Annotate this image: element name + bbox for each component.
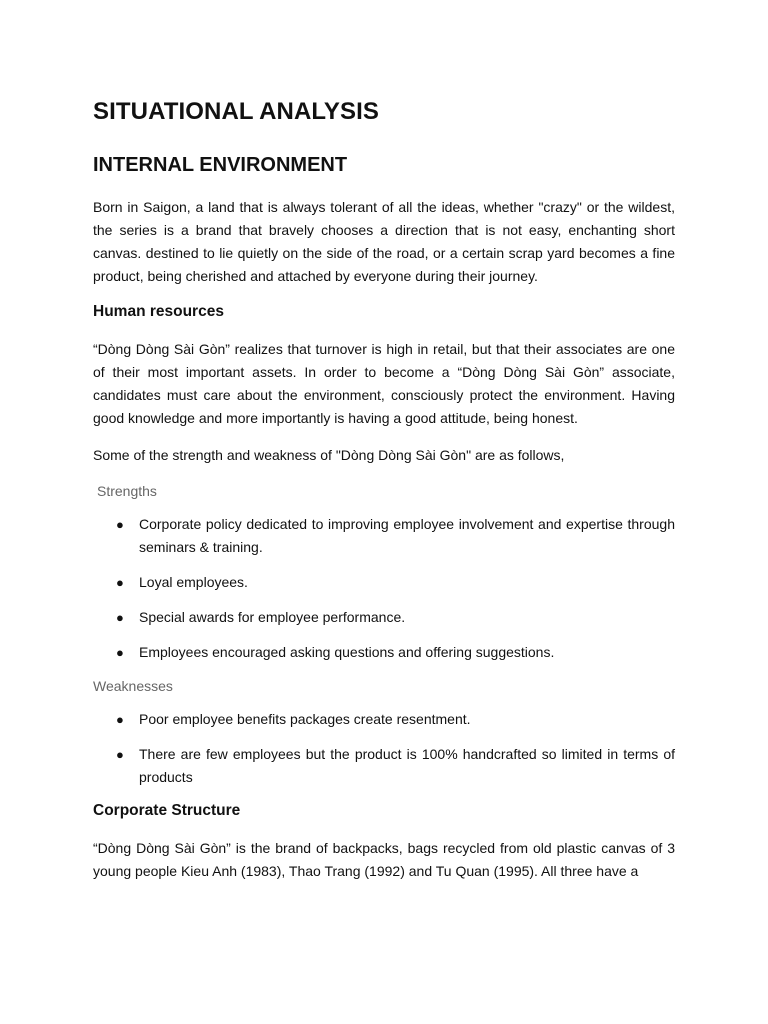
- corporate-structure-paragraph: “Dòng Dòng Sài Gòn” is the brand of backpacks, bags recycled from old plastic canvas of 3 young people Kieu Anh (1983), Thao Trang (1992) and Tu Quan (1995). All three have a: [93, 840, 675, 879]
- bullet-icon: ●: [116, 747, 124, 762]
- bullet-icon: ●: [116, 610, 124, 625]
- strength-weakness-lead-in: Some of the strength and weakness of "Dòng Dòng Sài Gòn" are as follows,: [93, 447, 565, 463]
- list-item: [93, 606, 675, 629]
- weaknesses-list: [93, 708, 675, 789]
- list-item: [93, 641, 675, 664]
- document-page: [93, 96, 675, 897]
- intro-paragraph: Born in Saigon, a land that is always tolerant of all the ideas, whether "crazy" or the wildest, the series is a brand that bravely chooses a direction that is not easy, enchanting short canvas. destined to lie quietly on the side of the road, or a certain scrap yard becomes a fine product, being cherished and attached by everyone during their journey.: [93, 199, 675, 284]
- document-title: SITUATIONAL ANALYSIS: [93, 98, 380, 125]
- list-item: [93, 513, 675, 559]
- strengths-label: Strengths: [97, 483, 157, 499]
- section-heading: INTERNAL ENVIRONMENT: [93, 154, 348, 176]
- bullet-icon: ●: [116, 712, 124, 727]
- list-item-text: Employees encouraged asking questions and offering suggestions.: [139, 644, 555, 660]
- list-item-text: Loyal employees.: [139, 574, 248, 590]
- corporate-structure-heading: Corporate Structure: [93, 802, 241, 819]
- bullet-icon: ●: [116, 645, 124, 660]
- list-item: [93, 571, 675, 594]
- bullet-icon: ●: [116, 517, 124, 532]
- human-resources-paragraph: “Dòng Dòng Sài Gòn” realizes that turnover is high in retail, but that their associates are one of their most important assets. In order to become a “Dòng Dòng Sài Gòn” associate, candidates must care about the environment, consciously protect the environment. Having good knowledge and more importantly is having a good attitude, being honest.: [93, 341, 675, 426]
- weaknesses-label: Weaknesses: [93, 678, 173, 694]
- list-item-text: Poor employee benefits packages create resentment.: [139, 711, 471, 727]
- strengths-list: [93, 513, 675, 664]
- list-item: [93, 708, 675, 731]
- list-item-text: Corporate policy dedicated to improving employee involvement and expertise through seminars & training.: [139, 516, 675, 555]
- list-item-text: There are few employees but the product is 100% handcrafted so limited in terms of products: [139, 746, 675, 785]
- list-item-text: Special awards for employee performance.: [139, 609, 406, 625]
- bullet-icon: ●: [116, 575, 124, 590]
- list-item: [93, 743, 675, 789]
- human-resources-heading: Human resources: [93, 303, 224, 320]
